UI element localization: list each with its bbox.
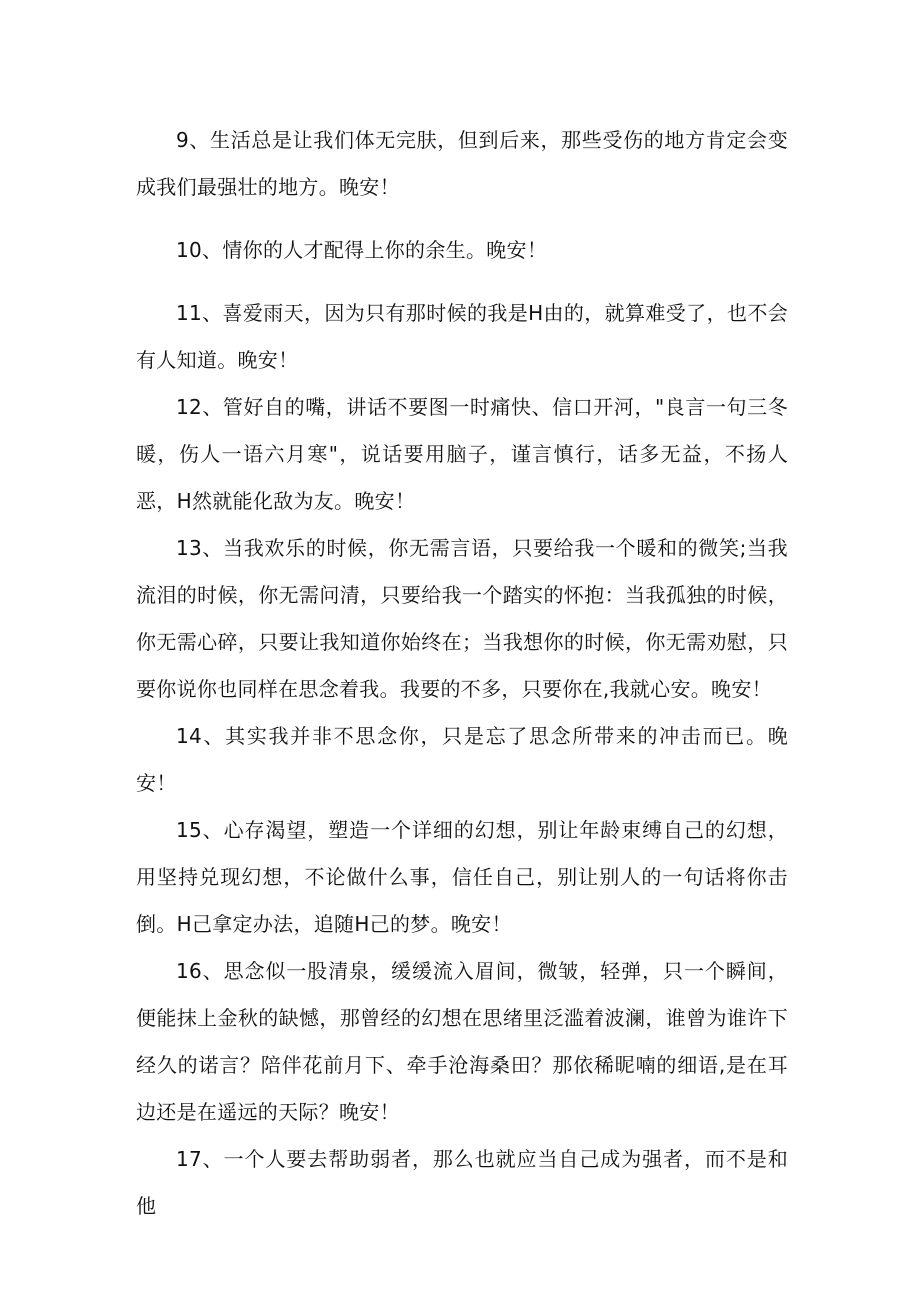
paragraph-16: 16、思念似一股清泉，缓缓流入眉间，微皱，轻弹，只一个瞬间，便能抹上金秋的缺憾，那曾经的幻想在思绪里泛滥着波澜，谁曾为谁许下经久的诺言？陪伴花前月下、牵手沧海桑田？那依稀昵喃的细语,是在耳边还是在遥远的天际？晚安！ [136,959,788,1124]
paragraph-11: 11、喜爱雨天，因为只有那时候的我是H由的，就算难受了，也不会有人知道。晚安！ [136,301,788,372]
paragraph-10: 10、情你的人才配得上你的余生。晚安！ [176,238,548,262]
paragraph-13: 13、当我欢乐的时候，你无需言语，只要给我一个暖和的微笑;当我流泪的时候，你无需问清，只要给我一个踏实的怀抱：当我孤独的时候，你无需心碎，只要让我知道你始终在；当我想你的时候，你无需劝慰，只要你说你也同样在思念着我。我要的不多，只要你在,我就心安。晚安！ [136,536,788,701]
document-body [136,117,788,1230]
paragraph-14: 14、其实我并非不思念你，只是忘了思念所带来的冲击而已。晚安！ [136,724,788,795]
paragraph-12: 12、管好自的嘴，讲话不要图一时痛快、信口开河，"良言一句三冬暖，伤人一语六月寒"，说话要用脑子，谨言慎行，话多无益，不扬人恶，H然就能化敌为友。晚安！ [136,395,788,513]
paragraph-17: 17、一个人要去帮助弱者，那么也就应当自己成为强者，而不是和他 [136,1147,788,1218]
paragraph-9: 9、生活总是让我们体无完肤，但到后来，那些受伤的地方肯定会变成我们最强壮的地方。晚安！ [136,128,788,199]
paragraph-15: 15、心存渴望，塑造一个详细的幻想，别让年龄束缚自己的幻想，用坚持兑现幻想，不论做什么事，信任自己，别让别人的一句话将你击倒。H己拿定办法，追随H己的梦。晚安！ [136,818,788,936]
